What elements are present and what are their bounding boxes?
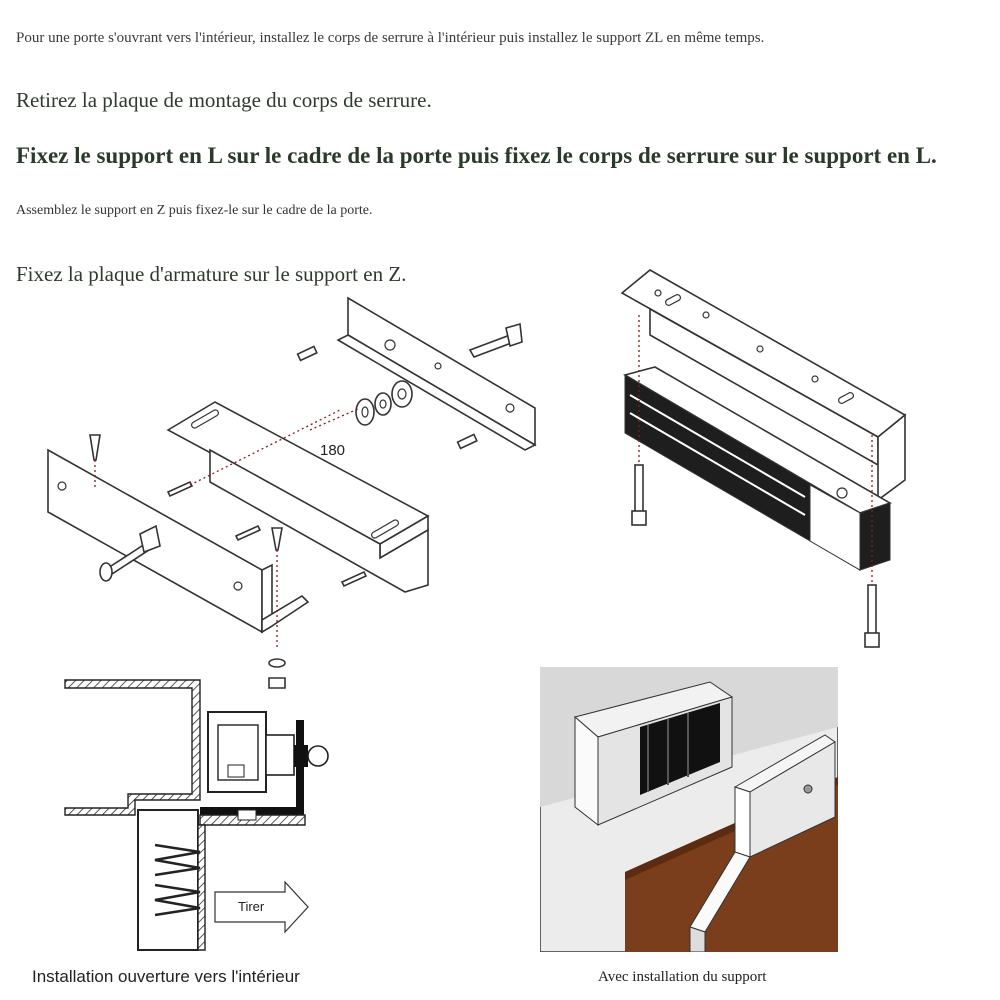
instruction-line-4: Assemblez le support en Z puis fixez-le sur le cadre de la porte. — [16, 203, 373, 218]
instruction-line-2: Retirez la plaque de montage du corps de serrure. — [16, 88, 432, 112]
pull-label: Tirer — [238, 899, 265, 914]
lock-body-section — [208, 712, 328, 792]
caption-cross-section: Installation ouverture vers l'intérieur — [32, 967, 300, 986]
cross-section-diagram — [60, 670, 350, 955]
screw-icon — [470, 324, 522, 357]
lock-body-exploded-diagram — [610, 255, 910, 655]
door-frame — [65, 680, 200, 815]
instruction-line-3: Fixez le support en L sur le cadre de la porte puis fixez le corps de serrure sur le support en L. — [16, 143, 937, 168]
dimension-label: 180 — [320, 442, 346, 459]
instruction-line-5: Fixez la plaque d'armature sur le support en Z. — [16, 262, 407, 286]
armature-plate — [338, 298, 535, 450]
z-bracket-exploded-diagram — [40, 290, 550, 700]
caption-mounted: Avec installation du support — [598, 969, 767, 985]
mounted-lock-illustration — [540, 667, 838, 952]
washers — [356, 381, 412, 425]
door-section — [138, 810, 205, 950]
instruction-line-1: Pour une porte s'ouvrant vers l'intérieur, installez le corps de serrure à l'intérieur puis installez le support ZL en même temps. — [16, 30, 765, 46]
